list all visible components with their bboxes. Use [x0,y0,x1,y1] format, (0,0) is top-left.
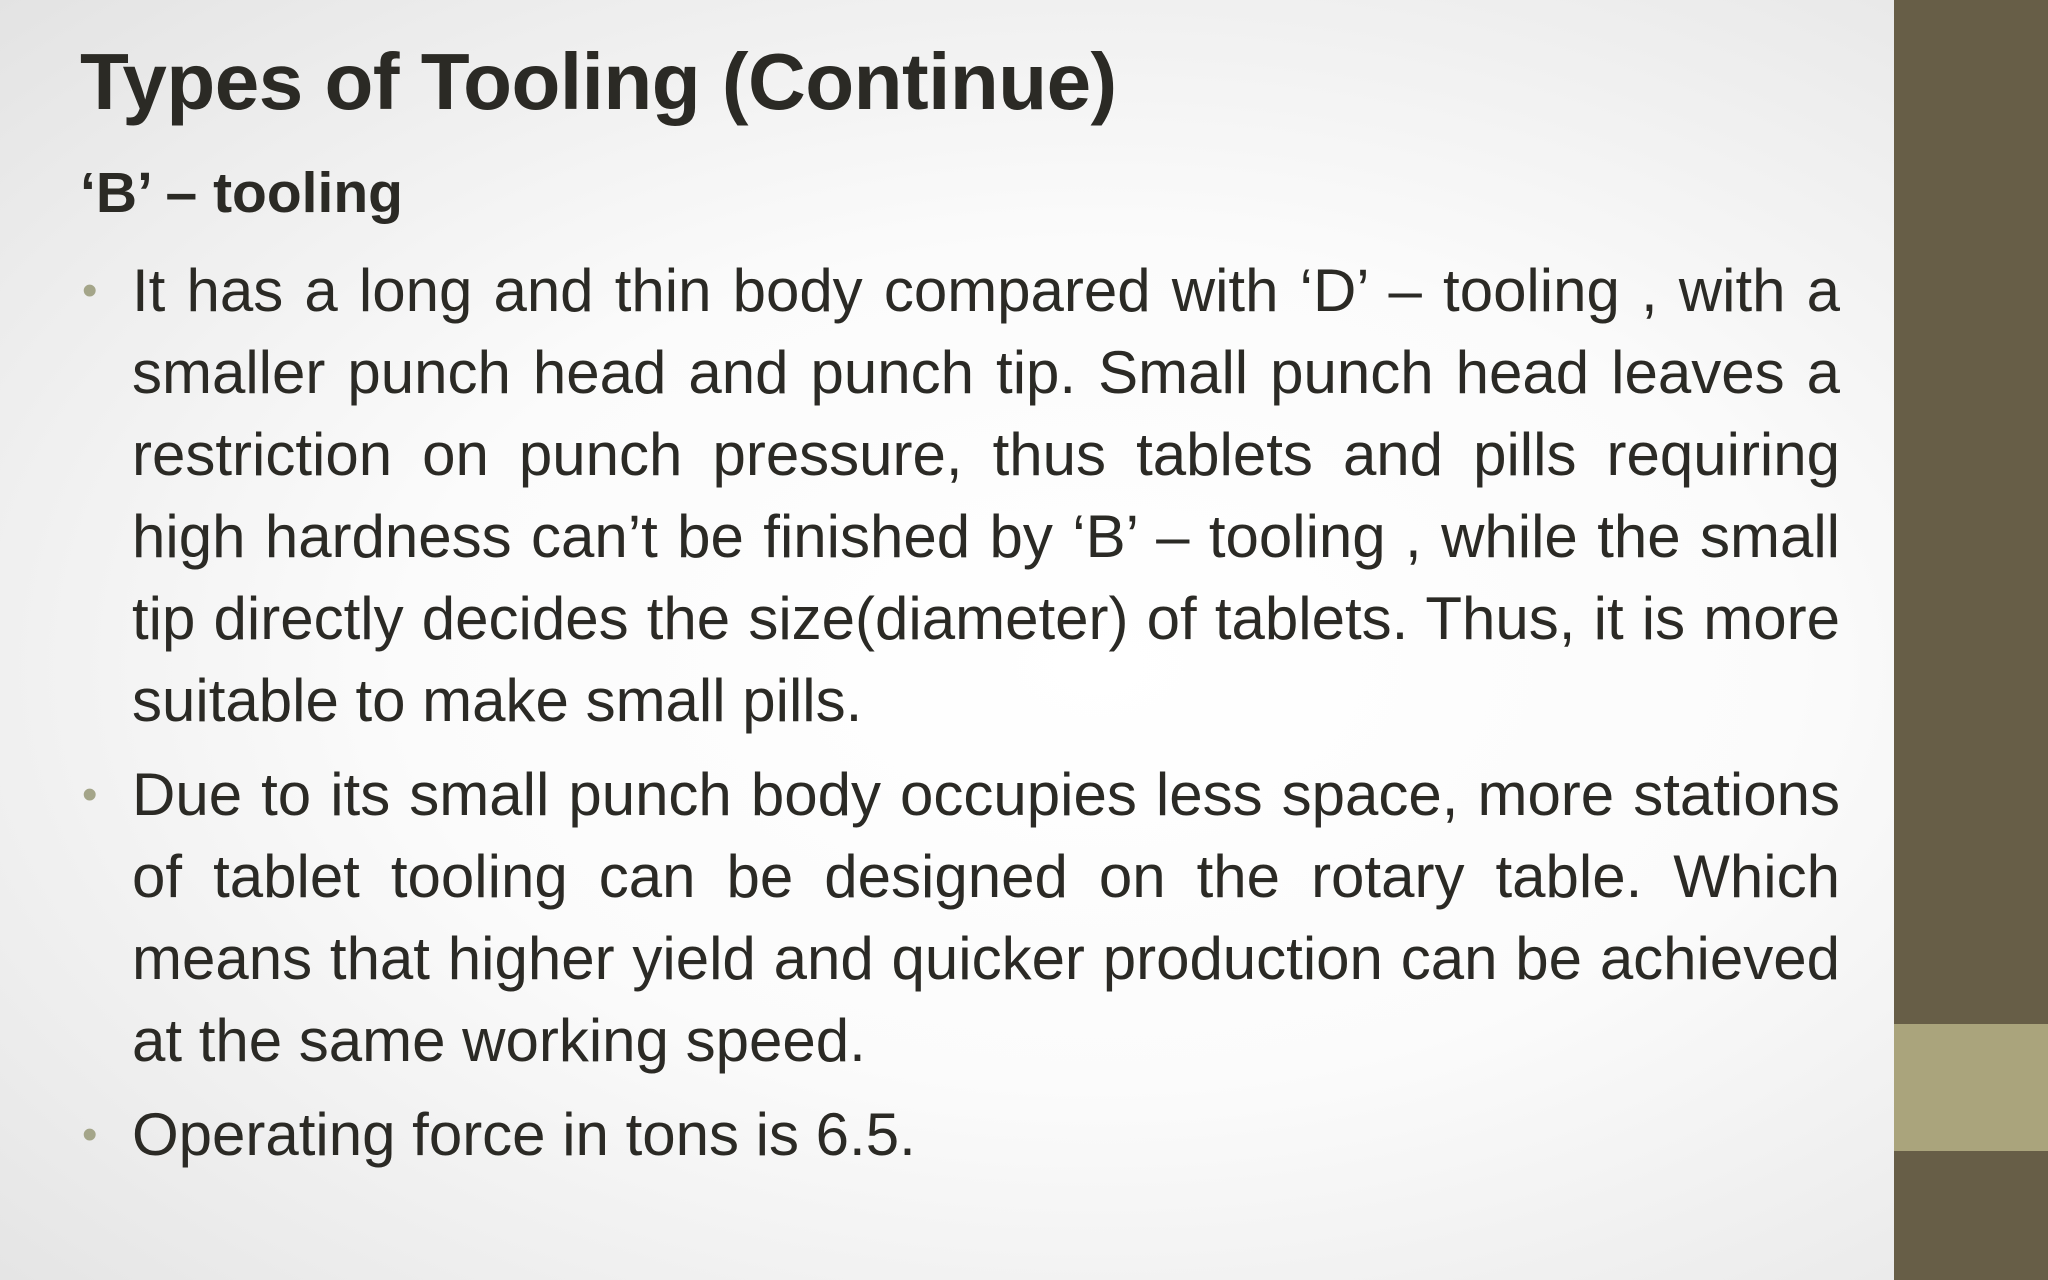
sidebar-dark-block-bottom [1894,1151,2048,1280]
bullet-text: Operating force in tons is 6.5. [132,1101,916,1168]
slide-subtitle: ‘B’ – tooling [80,161,403,225]
sidebar-accent-block [1894,1024,2048,1151]
bullet-dot-icon: • [82,266,98,315]
slide-title: Types of Tooling (Continue) [80,37,1117,126]
bullet-text: It has a long and thin body compared with ‘D’ – tooling , with a smaller punch head and punch tip. Small punch head leaves a restriction on punch pressure, thus tablets and pills requiring high hardness can’t be finished by ‘B’ – tooling , while the small tip directly decides the size(diameter) of tablets. Thus, it is more suitable to make small pills. [132,257,1840,734]
bullet-item-1 [80,250,1840,742]
decorative-sidebar [1894,0,2048,1280]
bullet-list [80,250,1840,1188]
bullet-item-3 [80,1094,1840,1176]
bullet-text: Due to its small punch body occupies less space, more stations of tablet tooling can be designed on the rotary table. Which means that higher yield and quicker production can be achieved at the same working speed. [132,761,1840,1074]
bullet-dot-icon: • [82,1110,98,1159]
bullet-dot-icon: • [82,770,98,819]
sidebar-dark-block-top [1894,0,2048,1024]
bullet-item-2 [80,754,1840,1082]
